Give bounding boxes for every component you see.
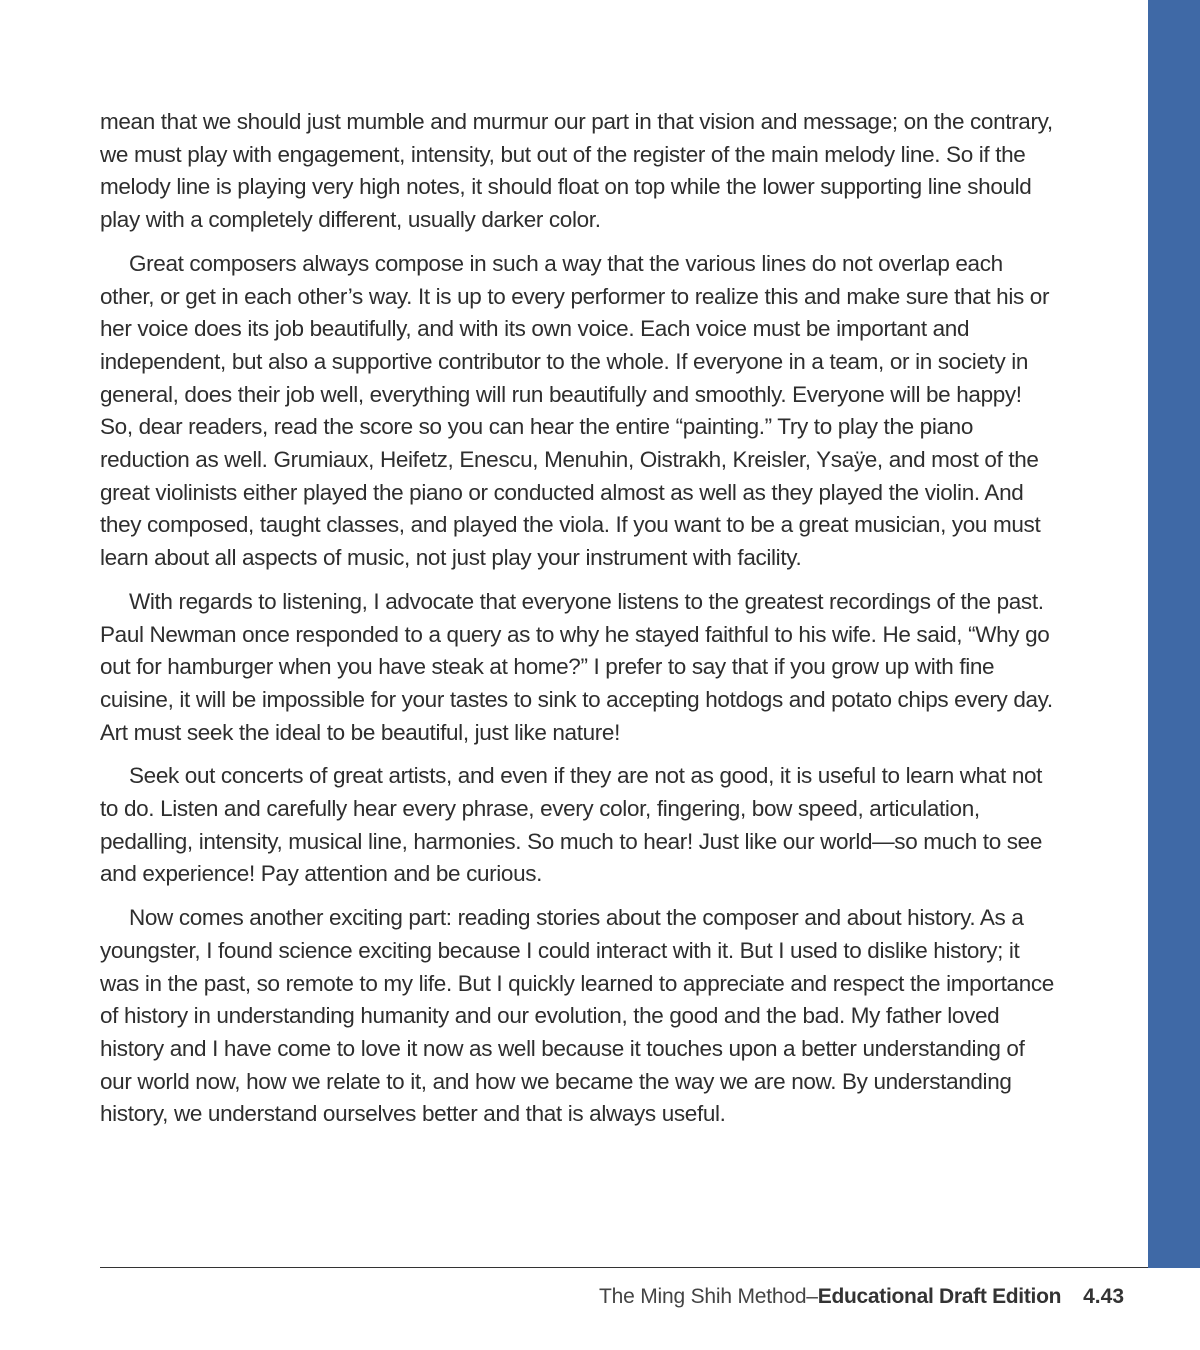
side-color-band [1148, 0, 1200, 1268]
paragraph-2: Great composers always compose in such a way that the various lines do not overlap each other, or get in each other’s way. It is up to every performer to realize this and make sure that his or her voice does its job beautifully, and with its own voice. Each voice must be important and independent, but also a supportive contributor to the whole. If everyone in a team, or in society in general, does their job well, everything will run beautifully and smoothly. Everyone will be happy! So, dear readers, read the score so you can hear the entire “painting.” Try to play the piano reduction as well. Grumiaux, Heifetz, Enescu, Menuhin, Oistrakh, Kreisler, Ysaÿe, and most of the great violinists either played the piano or conducted almost as well as they played the violin. And they composed, taught classes, and played the viola. If you want to be a great musician, you must learn about all aspects of music, not just play your instrument with facility. [100, 250, 1050, 571]
footer-book-title: The Ming Shih Method– [599, 1285, 818, 1308]
page-footer [599, 1282, 1124, 1312]
paragraph-4: Seek out concerts of great artists, and even if they are not as good, it is useful to learn what not to do. Listen and carefully hear every phrase, every color, fingering, bow speed, articulation, pedalling, intensity, musical line, harmonies. So much to hear! Just like our world—so much to see and experience! Pay attention and be curious. [100, 763, 1043, 887]
paragraph-5: Now comes another exciting part: reading stories about the composer and about history. As a youngster, I found science exciting because I could interact with it. But I used to dislike history; it was in the past, so remote to my life. But I quickly learned to appreciate and respect the importance of history in understanding humanity and our evolution, the good and the bad. My father loved history and I have come to love it now as well because it touches upon a better understanding of our world now, how we relate to it, and how we became the way we are now. By understanding history, we understand ourselves better and that is always useful. [100, 905, 1054, 1127]
paragraph-3: With regards to listening, I advocate that everyone listens to the greatest recordings of the past. Paul Newman once responded to a query as to why he stayed faithful to his wife. He said, “Why go out for hamburger when you have steak at home?” I prefer to say that if you grow up with fine cuisine, it will be impossible for your tastes to sink to accepting hotdogs and potato chips every day. Art must seek the ideal to be beautiful, just like nature! [100, 588, 1053, 745]
footer-divider [100, 1267, 1148, 1268]
paragraph-1: mean that we should just mumble and murmur our part in that vision and message; on the contrary, we must play with engagement, intensity, but out of the register of the main melody line. So if the melody line is playing very high notes, it should float on top while the lower supporting line should play with a completely different, usually darker color. [100, 109, 1053, 233]
page-body [100, 106, 1060, 1142]
page-number: 4.43 [1083, 1285, 1124, 1308]
footer-edition: Educational Draft Edition [817, 1285, 1062, 1308]
